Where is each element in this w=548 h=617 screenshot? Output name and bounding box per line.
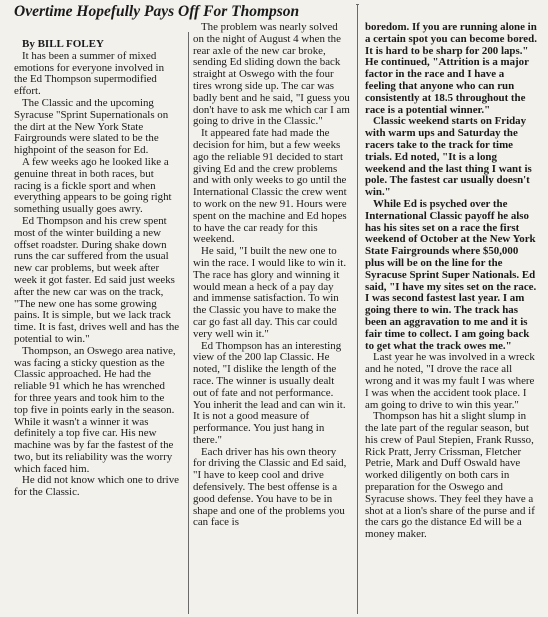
article-paragraph: Ed Thompson has an interesting view of the 200 lap Classic. He noted, "I dislike the length of the race. The winner is usually dealt out of fate and not performance. You inherit the lead and can win it. It is not a good measure of performance. You just hang in there." xyxy=(193,339,346,446)
column-divider xyxy=(357,4,358,614)
article-paragraph: The Classic and the upcoming Syracuse "Sprint Supernationals on the dirt at the New York State Fairgrounds were slated to be the highpoint of the season for Ed. xyxy=(14,96,169,157)
article-column-1 xyxy=(14,39,180,499)
article-paragraph: Thompson has hit a slight slump in the late part of the regular season, but his crew of Paul Stepien, Frank Russo, Rick Pratt, Jerry Crissman, Fletcher Petrie, Mark and Duff Oswald have worked diligently on both cars in preparation for the Oswego and Syracuse shows. They feel they have a shot at a lion's share of the purse and if the cars go the distance Ed will be a money maker. xyxy=(365,410,535,541)
article-column-3 xyxy=(365,22,537,541)
article-paragraph: Each driver has his own theory for driving the Classic and Ed said, "I have to keep cool and drive defensively. The best offense is a good defense. You have to be in shape and one of the problems you can face is xyxy=(193,445,347,529)
column-divider xyxy=(188,32,189,614)
article-paragraph: It has been a summer of mixed emotions for everyone involved in the Ed Thompson supermodified effort. xyxy=(14,49,165,98)
article-paragraph: Ed Thompson and his crew spent most of the winter building a new offset roadster. During shake down runs the car suffered from the usual new car problems, but week after week it got faster. Ed said just weeks after the new car was on the track, "The new one has some growing pains. It is simple, but we lack track time. It is fast, drives well and has the potential to win." xyxy=(14,214,180,345)
headline-rule xyxy=(356,4,359,5)
byline: By BILL FOLEY xyxy=(22,38,104,50)
article-paragraph: It appeared fate had made the decision for him, but a few weeks ago the reliable 91 decided to start giving Ed and the crew problems and with only weeks to go until the International Classic the crew went to work on the new 91. Hours were spent on the machine and Ed hopes to have the car ready for this weekend. xyxy=(193,127,347,246)
article-paragraph: He did not know which one to drive for the Classic. xyxy=(14,474,179,499)
article-paragraph: Thompson, an Oswego area native, was facing a sticky question as the Classic approached. He had the reliable 91 which he has wrenched for three years and took him to the top five in points early in the season. While it wasn't a winner it was definitely a top five car. His new machine was by far the fastest of the two, but its reliability was the worry which faced him. xyxy=(14,344,176,475)
article-paragraph: He said, "I built the new one to win the race. I would like to win it. The race has glory and winning it would mean a heck of a pay day and immense satisfaction. To win the Classic you have to make the car go fast all day. This car could very well win it." xyxy=(193,245,347,340)
article-paragraph: Classic weekend starts on Friday with warm ups and Saturday the racers take to the track for time trials. Ed noted, "It is a long weekend and the last thing I want is pole. The fastest car usually doesn't win." xyxy=(365,115,532,199)
article-headline: Overtime Hopefully Pays Off For Thompson xyxy=(14,3,300,20)
article-paragraph: A few weeks ago he looked like a genuine threat in both races, but racing is a fickle sport and when everything appears to be going right something usually goes awry. xyxy=(14,155,172,216)
article-column-2 xyxy=(193,22,350,529)
article-paragraph: Last year he was involved in a wreck and he noted, "I drove the race all wrong and it was my fault I was where I was when the accident took place. I am going to drive to win this year." xyxy=(365,351,535,411)
article-paragraph: boredom. If you are running alone in a certain spot you can become bored. It is hard to be sharp for 200 laps." He continued, "Attrition is a major factor in the race and I have a feeling that anyone who can run consistently at 18.5 throughout the race is a potential winner." xyxy=(365,21,537,116)
article-paragraph: The problem was nearly solved on the night of August 4 when the rear axle of the new car broke, sending Ed sliding down the back straight at Oswego with the four tires wrong side up. The car was badly bent and he said, "I guess you don't have to ask me which car I am going to drive in the Classic." xyxy=(193,21,350,128)
article-paragraph: While Ed is psyched over the International Classic payoff he also has his sites set on a race the first weekend of October at the New York State Fairgrounds where $50,000 plus will be on the line for the Syracuse Sprint Super Nationals. Ed said, "I have my sites set on the race. I was second fastest last year. I am going there to win. The track has been an aggravation to me and it is fair time to collect. I am going back to get what the track owes me." xyxy=(365,197,537,352)
